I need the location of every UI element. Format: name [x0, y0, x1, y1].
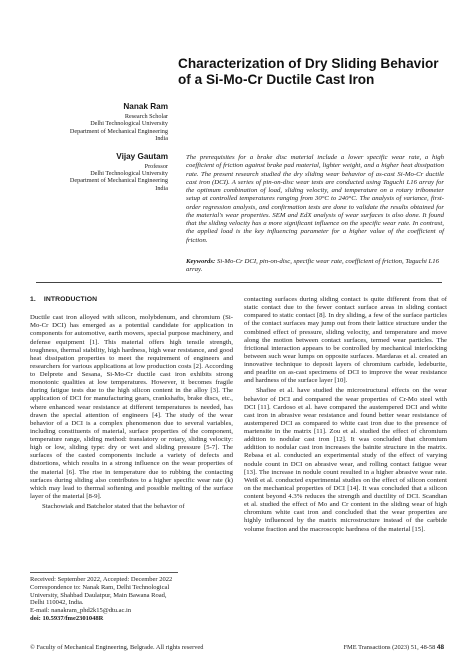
doi: doi: 10.5937/fme2301048R [30, 614, 104, 622]
page-number: 48 [436, 644, 444, 651]
address-line: University, Shahbad Daulatpur, Main Bawana Road, [30, 591, 167, 599]
section-title: INTRODUCTION [43, 296, 98, 303]
keywords [186, 258, 444, 275]
correspondence [30, 584, 240, 592]
email: E-mail: nanakram_phd2k15@dtu.ac.in [30, 607, 132, 615]
paragraph: Shafiee et al. have studied the microstructural effects on the wear behavior of DCI and compared the wear properties of Cr-Mo steel with DCI [11]. Cardoso et al. have compared the austempered DCI and white cast iron in abrasive wear resistance and found better wear resistance of austempered DCI as compared to white cast iron due to the presence of martensite in the matrix [11]. Zou et al. studied the effect of chromium addition to nodular cast iron [12]. It was concluded that chromium addition to nodular cast iron increases the bainite structure in the matrix. Rebasa et al. conducted an experimental study of the effect of varying nodule count in DCI on abrasive wear, and rolling contact fatigue wear [13]. The increase in nodule count resulted in a higher abrasive wear rate. Weiß et al. conducted experimental studies on the effect of silicon content on the mechanical properties of DCI [14]. It was concluded that a silicon content beyond 4.3% reduces the strength and ductility of DCI. Scandian et al. studied the effect of Mo and Cr content in the sliding wear of high chromium white cast iron and concluded that the wear properties are highly influenced by the matrix microstructure instead of the carbide volume fraction and the macroscopic hardness of the material [15]. [244, 387, 447, 533]
author-block-1 [20, 102, 168, 192]
journal-citation: FME Transactions (2023) 51, 48-58 [343, 644, 436, 651]
author-block-2 [20, 152, 168, 193]
received-date: Received: September 2022, Accepted: December 2022 [30, 576, 173, 583]
footer-journal [344, 644, 445, 652]
right-column [244, 296, 447, 536]
author-position: Research Scholar [124, 113, 168, 120]
correspondence-name: Nanak Ram, Delhi Technological [82, 583, 170, 591]
abstract-text: The prerequisites for a brake disc material include a lower specific wear rate, a high coefficient of friction against brake pad material, lighter weight, and a higher heat dissipation rate. The present research studied the dry sliding wear behavior of as-cast Si-Mo-Cr ductile cast iron (DCI). A series of pin-on-disc wear tests are conducted using Taguchi L16 array for the optimum combination of load, sliding velocity, and temperature on a rotary tribometer setup at controlled temperatures ranging from 30°C to 240°C. The analysis of variance, first-order regression analysis, and confirmation tests are done to validate the results obtained for the material's wear properties. SEM and EdX analysis of wear surfaces is also done. It found that the sliding velocity has a more significant influence on the specific wear rate. In contrast, the applied load is the key influencing parameter for a higher value of the coefficient of friction. [186, 154, 444, 244]
keywords-label: Keywords: [186, 258, 216, 265]
footnote [30, 576, 240, 623]
author-department: Department of Mechanical Engineering [69, 177, 168, 185]
paper-title: Characterization of Dry Sliding Behavior of a Si-Mo-Cr Ductile Cast Iron [178, 56, 439, 87]
section-number: 1. [30, 296, 36, 303]
author-country: India [155, 135, 168, 143]
footnote-divider [30, 572, 178, 573]
author-name: Vijay Gautam [116, 151, 168, 161]
paragraph: Ductile cast iron alloyed with silicon, molybdenum, and chromium (Si-Mo-Cr DCI) has emerged as a potential candidate for application in components for automotive, earth movers, special purpose machinery, and defense equipment [1]. This material offers high tensile strength, toughness, thermal stability, high hardness, high wear resistance, and good heat dissipation properties to meet the requirement of engineers and researchers for various applications at low production costs [2]. According to Delprete and Sesana, Si-Mo-Cr ductile cast iron exhibits strong monotonic qualities at low temperatures. However, it becomes fragile during fatigue tests due to the high silicon content in the alloy [3]. The application of DCI for manufacturing gears, crankshafts, brake discs, etc., where enhanced wear resistance at different temperatures is needed, has drawn the special attention of engineers [4]. The study of the wear behavior of a DCI is a complex phenomenon due to several variables, including constituents of material, surface properties of the component, temperature range, sliding method: translatory or rotary, sliding velocity: high or low, sliding type: dry or wet and sliding pressure [5-7]. The surfaces of the casted components include a variety of defects and distortions, which results in a strong influence on the wear properties of the material [6]. The rise in temperature due to rubbing the contacting surfaces during sliding also contributes to a higher specific wear rate (k) which may lead to thermal softening and possible melting of the surface layer of the material [8-9]. [30, 314, 233, 500]
footer-copyright: © Faculty of Mechanical Engineering, Belgrade. All rights reserved [30, 644, 204, 651]
header-divider [36, 282, 442, 283]
abstract [186, 154, 444, 245]
author-university: Delhi Technological University [90, 170, 168, 178]
paragraph: Stachowiak and Batchelor stated that the behavior of [42, 503, 185, 510]
author-position: Professor [144, 162, 168, 170]
address-line: Delhi 110042, India. [30, 599, 84, 607]
keywords-text: Si-Mo-Cr DCI, pin-on-disc, specific wear rate, coefficient of friction, Taguchi L16 array. [186, 258, 440, 274]
correspondence-label: Correspondence to: [30, 583, 81, 591]
author-department: Department of Mechanical Engineering [69, 127, 168, 135]
left-column [30, 296, 233, 513]
author-country: India [155, 184, 168, 192]
section-heading [30, 296, 233, 304]
author-university: Delhi Technological University [90, 120, 168, 128]
paragraph: contacting surfaces during sliding contact is quite different from that of static contact due to the fewer contact surface areas in sliding contact compared to static contact [8]. In dry sliding, a few of the surface particles of the contact surfaces may jump out from their lattice structure under the combined effect of pressure, sliding velocity, and temperature and move along the motion between contact surfaces, termed wear particles. The frictional interaction appears to be controlled by mechanical interlocking between such wear lumps on opposite surfaces. Mardaras et al. created an innovative technique to deposit layers of chromium carbide, ledeburite, and pearlite on as-cast specimens of DCI to improve the wear resistance and hardness of the surface layer [10]. [244, 296, 447, 385]
author-name: Nanak Ram [123, 102, 168, 111]
